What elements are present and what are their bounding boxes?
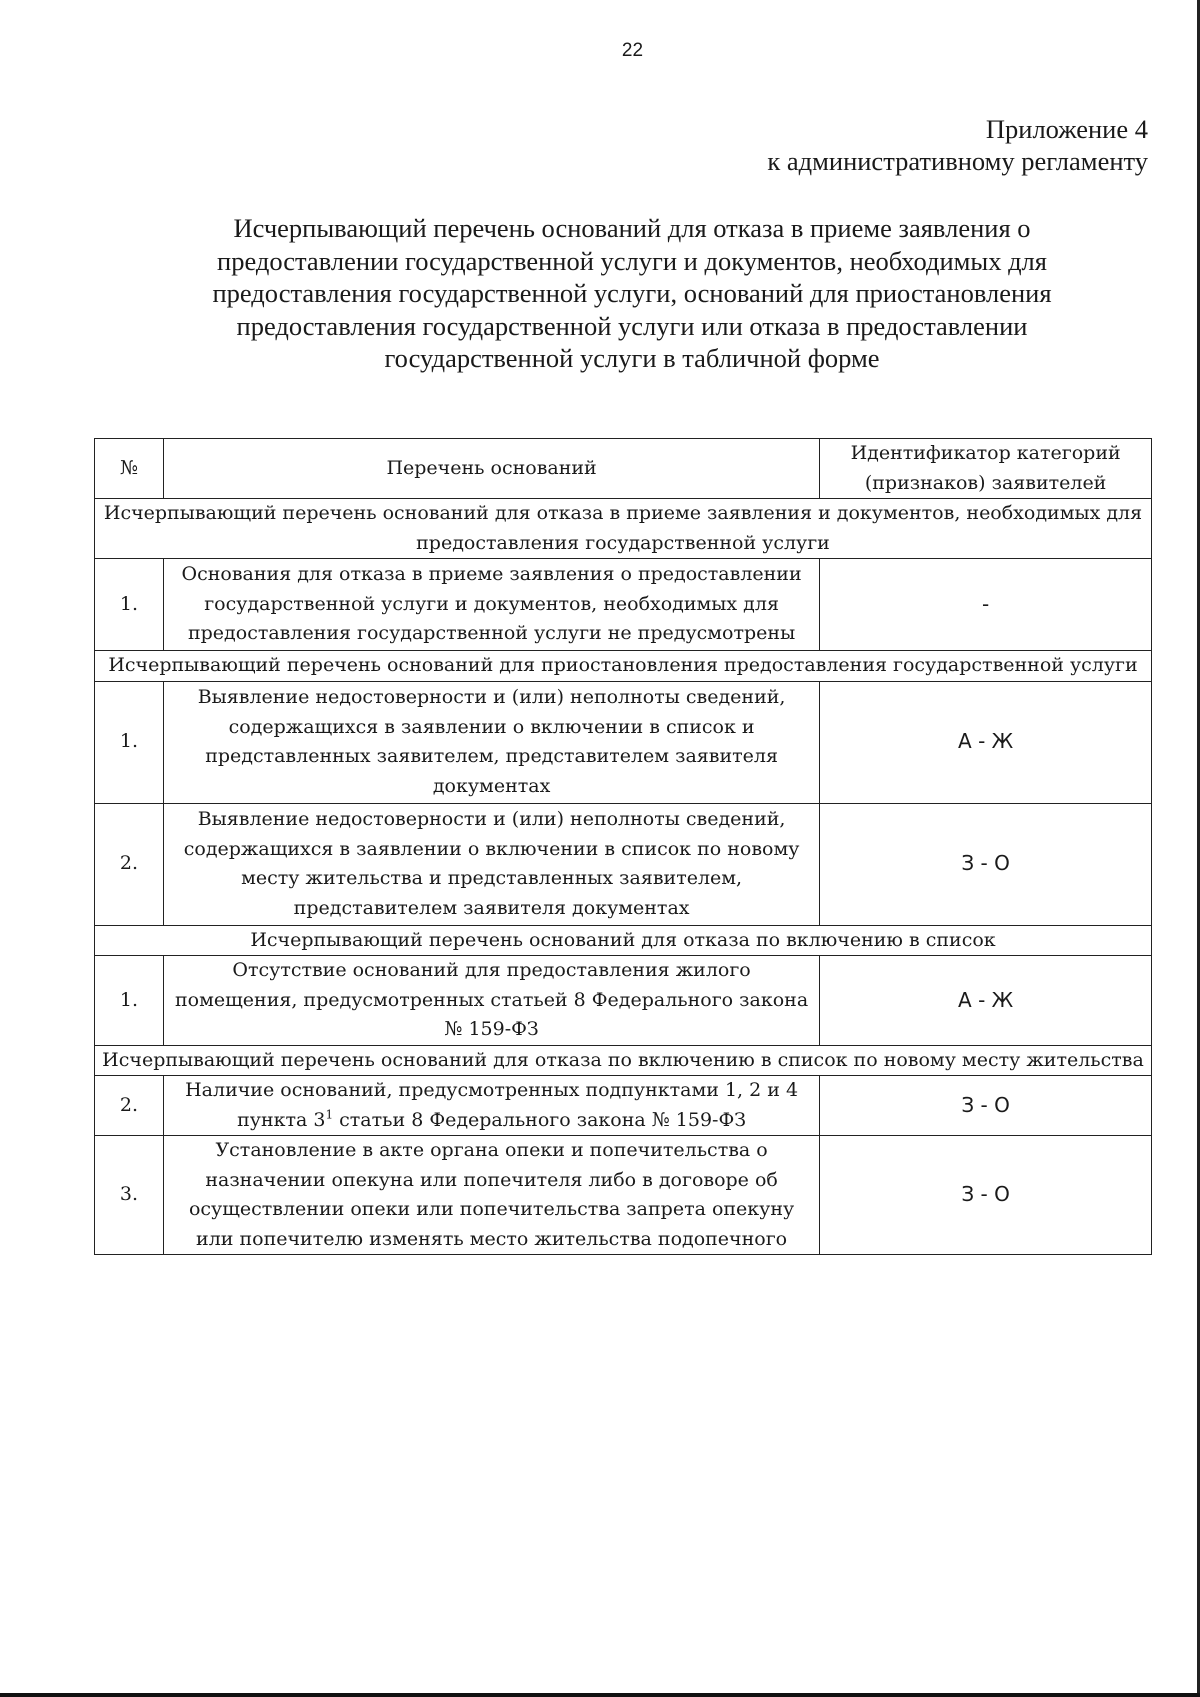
section-title: Исчерпывающий перечень оснований для отказа в приеме заявления и документов, необходимых для предоставления государственной услуги: [95, 499, 1152, 559]
appendix-line-2: к административному регламенту: [767, 146, 1148, 176]
section-title: Исчерпывающий перечень оснований для отказа по включению в список по новому месту жительства: [95, 1045, 1152, 1076]
row-category: З - О: [820, 1076, 1152, 1136]
row-category: А - Ж: [820, 681, 1152, 803]
table-row: [95, 1076, 1152, 1136]
superscript-index: 1: [325, 1107, 334, 1122]
appendix-reference: [767, 113, 1148, 177]
table-row: [95, 956, 1152, 1046]
document-title: Исчерпывающий перечень оснований для отказа в приеме заявления о предоставлении государственной услуги и документов, необходимых для предоставления государственной услуги, оснований для приостановления предоставления государственной услуги или отказа в предоставлении государственной услуги в табличной форме: [212, 213, 1052, 373]
row-num: 2.: [95, 1076, 164, 1136]
header-category: Идентификатор категорий (признаков) заявителей: [820, 439, 1152, 499]
section-row: [95, 1045, 1152, 1076]
scan-edge-bottom: [0, 1693, 1200, 1697]
row-text: [163, 1076, 819, 1136]
table-row: [95, 803, 1152, 925]
row-num: 2.: [95, 803, 164, 925]
row-num: 1.: [95, 559, 164, 651]
row-text: Выявление недостоверности и (или) неполноты сведений, содержащихся в заявлении о включении в список и представленных заявителем, представителем заявителя документах: [163, 681, 819, 803]
row-num: 1.: [95, 956, 164, 1046]
section-title: Исчерпывающий перечень оснований для приостановления предоставления государственной услуги: [95, 651, 1152, 682]
row-text: Выявление недостоверности и (или) неполноты сведений, содержащихся в заявлении о включении в список по новому месту жительства и представленных заявителем, представителем заявителя документах: [163, 803, 819, 925]
table-header-row: [95, 439, 1152, 499]
section-row: [95, 925, 1152, 956]
row-text-part: Наличие оснований, предусмотренных подпунктами 1, 2 и 4 пункта 3: [185, 1079, 799, 1131]
grounds-table: [94, 438, 1152, 1255]
row-category: З - О: [820, 803, 1152, 925]
row-text: Установление в акте органа опеки и попечительства о назначении опекуна или попечителя либо в договоре об осуществлении опеки или попечительства запрета опекуну или попечителю изменять место жительства подопечного: [163, 1136, 819, 1255]
row-category: З - О: [820, 1136, 1152, 1255]
row-num: 3.: [95, 1136, 164, 1255]
header-grounds: Перечень оснований: [163, 439, 819, 499]
header-num: №: [95, 439, 164, 499]
table-row: [95, 681, 1152, 803]
row-text: Отсутствие оснований для предоставления жилого помещения, предусмотренных статьей 8 Федерального закона № 159-ФЗ: [163, 956, 819, 1046]
section-title: Исчерпывающий перечень оснований для отказа по включению в список: [95, 925, 1152, 956]
row-category: А - Ж: [820, 956, 1152, 1046]
section-row: [95, 651, 1152, 682]
row-text-part: статьи 8 Федерального закона № 159-ФЗ: [333, 1108, 747, 1131]
page-number: 22: [621, 40, 644, 61]
row-text: Основания для отказа в приеме заявления о предоставлении государственной услуги и документов, необходимых для предоставления государственной услуги не предусмотрены: [163, 559, 819, 651]
table-row: [95, 559, 1152, 651]
appendix-line-1: Приложение 4: [985, 114, 1148, 144]
section-row: [95, 499, 1152, 559]
row-category: -: [820, 559, 1152, 651]
row-num: 1.: [95, 681, 164, 803]
table-row: [95, 1136, 1152, 1255]
